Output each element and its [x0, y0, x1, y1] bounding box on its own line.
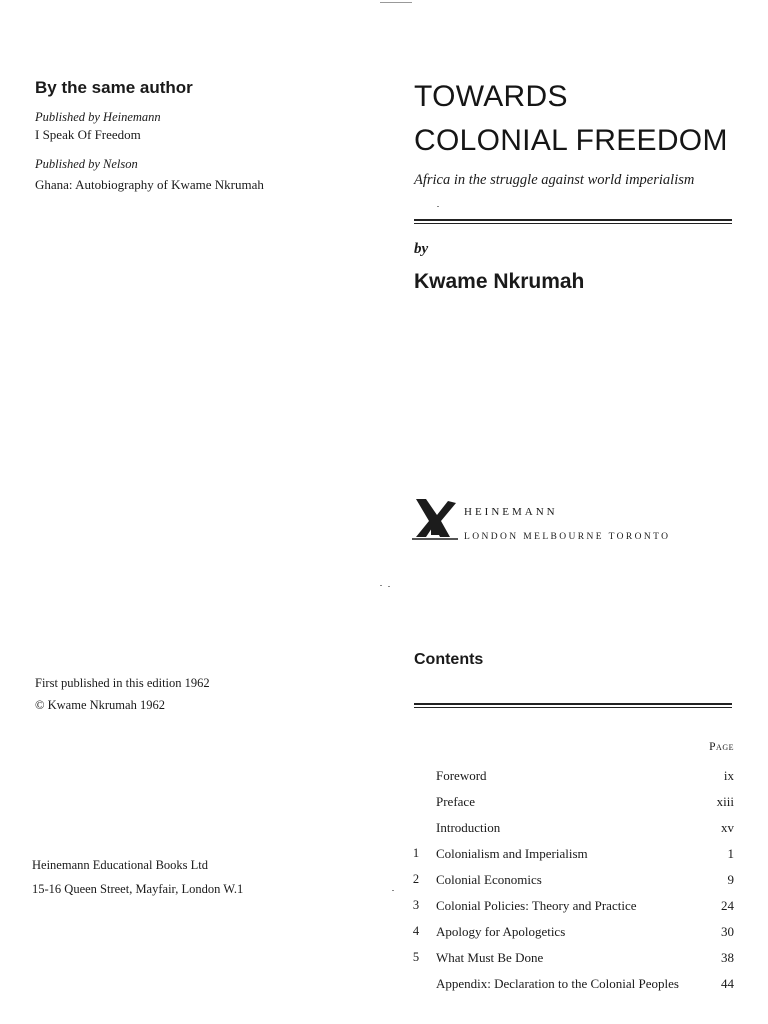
toc-entry-chapter-3: [0, 898, 768, 918]
publisher-name: HEINEMANN: [464, 506, 558, 518]
windmill-logo-icon: [412, 497, 458, 541]
toc-entry-foreword: [0, 768, 768, 788]
book-title-line-2: COLONIAL FREEDOM: [414, 124, 728, 157]
contents-rule: [414, 703, 732, 708]
toc-title: What Must Be Done: [436, 950, 544, 965]
author-name: Kwame Nkrumah: [414, 270, 585, 293]
toc-number: 2: [412, 872, 420, 886]
print-speck: [437, 206, 439, 207]
toc-entry-chapter-5: [0, 950, 768, 970]
toc-page: xv: [721, 820, 734, 835]
toc-page: 38: [721, 950, 734, 965]
toc-page: 9: [727, 872, 734, 887]
publication-title-1: I Speak Of Freedom: [35, 127, 141, 142]
toc-entry-appendix: [0, 976, 768, 996]
toc-entry-chapter-4: [0, 924, 768, 944]
edition-line: First published in this edition 1962: [35, 676, 210, 690]
toc-page: 30: [721, 924, 734, 939]
page-column-heading: Page: [709, 741, 734, 753]
print-speck: [388, 586, 390, 587]
print-speck: [392, 890, 394, 891]
contents-heading: Contents: [414, 651, 484, 668]
toc-entry-preface: [0, 794, 768, 814]
toc-number: 5: [412, 950, 420, 964]
top-edge-mark: [380, 2, 412, 3]
same-author-heading: By the same author: [35, 78, 193, 97]
toc-page: 44: [721, 976, 734, 991]
toc-page: ix: [723, 768, 734, 783]
toc-number: 1: [412, 846, 420, 860]
toc-title: Colonialism and Imperialism: [436, 846, 588, 861]
imprint-name: Heinemann Educational Books Ltd: [32, 858, 209, 872]
toc-title: Preface: [436, 794, 475, 809]
book-subtitle: Africa in the struggle against world imperialism: [414, 172, 695, 188]
title-rule: [414, 219, 732, 224]
toc-entry-chapter-2: [0, 872, 768, 892]
toc-entry-chapter-1: [0, 846, 768, 866]
toc-page: 24: [721, 898, 734, 913]
toc-title: Foreword: [436, 768, 487, 783]
book-title-line-1: TOWARDS: [414, 80, 568, 113]
imprint-address: 15-16 Queen Street, Mayfair, London W.1: [32, 882, 244, 896]
toc-page: xiii: [716, 794, 734, 809]
print-speck: [380, 585, 382, 586]
toc-title: Introduction: [436, 820, 501, 835]
toc-title: Colonial Policies: Theory and Practice: [436, 898, 637, 913]
toc-title: Colonial Economics: [436, 872, 542, 887]
copyright-line: © Kwame Nkrumah 1962: [35, 698, 165, 712]
toc-title: Apology for Apologetics: [436, 924, 566, 939]
publisher-cities: LONDON MELBOURNE TORONTO: [464, 532, 671, 542]
toc-number: 3: [412, 898, 420, 912]
by-label: by: [414, 241, 429, 257]
publisher-label-nelson: Published by Nelson: [35, 157, 138, 171]
toc-number: 4: [412, 924, 420, 938]
toc-title: Appendix: Declaration to the Colonial Peoples: [436, 976, 679, 991]
publication-title-2: Ghana: Autobiography of Kwame Nkrumah: [35, 177, 264, 192]
toc-page: 1: [727, 846, 734, 861]
toc-entry-introduction: [0, 820, 768, 840]
publisher-label-heinemann: Published by Heinemann: [35, 110, 161, 124]
